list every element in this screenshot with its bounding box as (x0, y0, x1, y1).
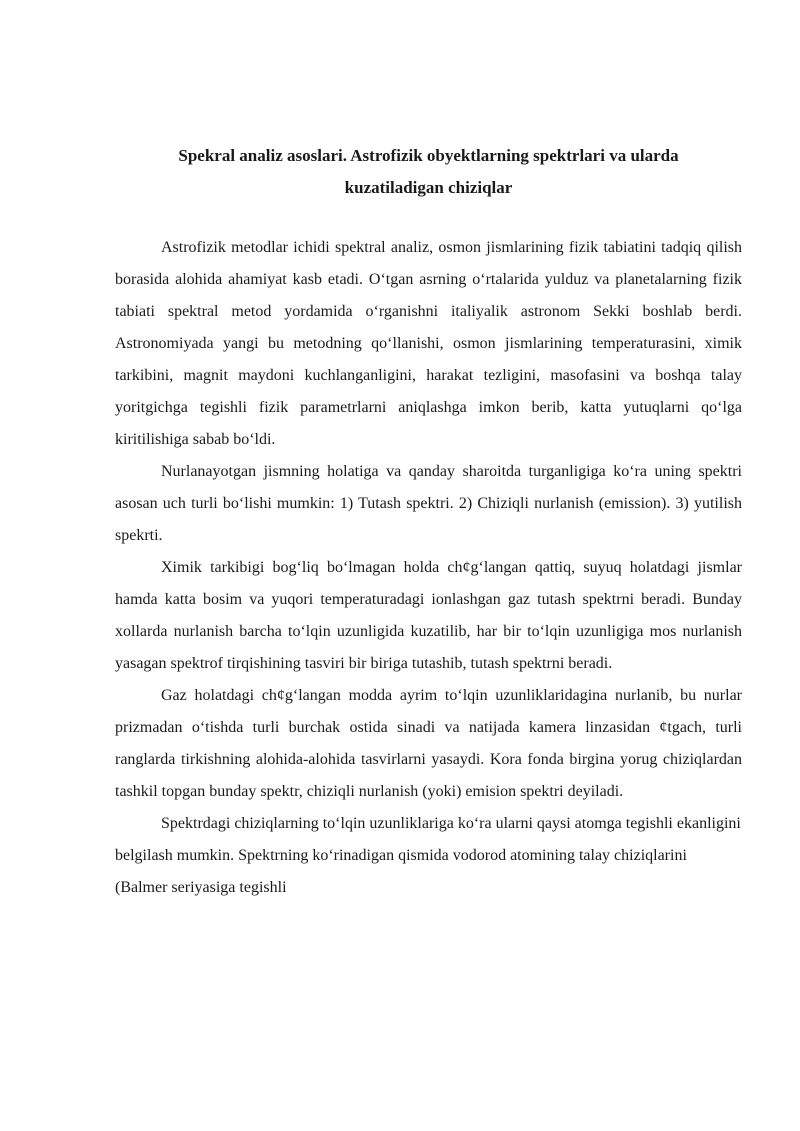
paragraph-3: Ximik tarkibigi bog‘liq bo‘lmagan holda ch¢g‘langan qattiq, suyuq holatdagi jismlar hamda katta bosim va yuqori temperaturadagi ionlashgan gaz tutash spektrni beradi. Bunday xollarda nurlanish barcha to‘lqin uzunligida kuzatilib, har bir to‘lqin uzunligiga mos nurlanish yasagan spektrof tirqishining tasviri bir biriga tutashib, tutash spektrni beradi. (115, 559, 742, 672)
paragraph-1: Astrofizik metodlar ichidi spektral analiz, osmon jismlarining fizik tabiatini tadqiq qilish borasida alohida ahamiyat kasb etadi. O‘tgan asrning o‘rtalarida yulduz va planetalarning fizik tabiati spektral metod yordamida o‘rganishni italiyalik astronom Sekki boshlab berdi. Astronomiyada yangi bu metodning qo‘llanishi, osmon jismlarining temperaturasini, ximik tarkibini, magnit maydoni kuchlanganligini, harakat tezligini, masofasini va boshqa talay yoritgichga tegishli fizik parametrlarni aniqlashga imkon berib, katta yutuqlarni qo‘lga kiritilishiga sabab bo‘ldi. (115, 239, 742, 448)
paragraph-5: Spektrdagi chiziqlarning to‘lqin uzunliklariga ko‘ra ularni qaysi atomga tegishli ekanligini belgilash mumkin. Spektrning ko‘rinadigan qismida vodorod atomining talay chiziqlarini (Balmer seriyasiga tegishli (115, 815, 741, 896)
document-body (115, 232, 742, 904)
document-title (115, 140, 742, 204)
paragraph-4: Gaz holatdagi ch¢g‘langan modda ayrim to‘lqin uzunliklaridagina nurlanib, bu nurlar prizmadan o‘tishda turli burchak ostida sinadi va natijada kamera linzasidan ¢tgach, turli ranglarda tirkishning alohida-alohida tasvirlarni yasaydi. Kora fonda birgina yorug chiziqlardan tashkil topgan bunday spektr, chiziqli nurlanish (yoki) emision spektri deyiladi. (115, 687, 742, 800)
title-line-2: kuzatiladigan chiziqlar (344, 178, 513, 197)
paragraph-2: Nurlanayotgan jismning holatiga va qanday sharoitda turganligiga ko‘ra uning spektri asosan uch turli bo‘lishi mumkin: 1) Tutash spektri. 2) Chiziqli nurlanish (emission). 3) yutilish spekrti. (115, 463, 742, 544)
title-line-1: Spekral analiz asoslari. Astrofizik obyektlarning spektrlari va ularda (178, 146, 679, 165)
document-page (115, 140, 742, 904)
